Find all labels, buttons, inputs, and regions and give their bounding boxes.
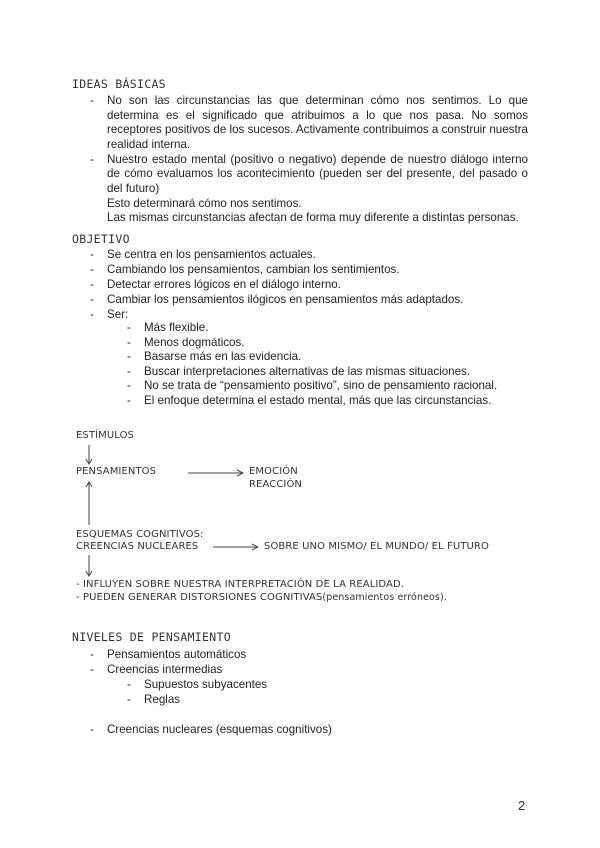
bullet-dash: - bbox=[90, 648, 94, 661]
list-item-continuation: Las mismas circunstancias afectan de forma muy diferente a distintas personas. bbox=[107, 211, 519, 225]
bullet-dash: - bbox=[90, 292, 94, 306]
bullet-dash: - bbox=[90, 248, 94, 261]
bullet-dash: - bbox=[127, 350, 131, 364]
sublist-item-text: Reglas bbox=[144, 692, 181, 706]
list-item-text: Pensamientos automáticos bbox=[107, 648, 247, 661]
bullet-dash: - bbox=[90, 277, 94, 291]
sublist-item-text: Menos dogmáticos. bbox=[144, 335, 245, 349]
sublist-item bbox=[127, 379, 528, 394]
diagram-label-emocion: EMOCIÓN bbox=[249, 466, 298, 477]
sublist-item bbox=[127, 678, 528, 693]
list-item-text: Ser: bbox=[107, 307, 129, 321]
bullet-dash: - bbox=[127, 678, 131, 691]
list-item bbox=[90, 152, 528, 226]
up-arrow-icon bbox=[84, 480, 94, 526]
list-item-continuation: Esto determinará cómo nos sentimos. bbox=[107, 196, 302, 210]
objetivo-list bbox=[90, 248, 528, 323]
diagram-label-reaccion: REACCIÓN bbox=[249, 479, 302, 490]
bullet-dash: - bbox=[90, 94, 94, 107]
bullet-dash: - bbox=[127, 364, 131, 378]
list-item-text: Creencias intermedias bbox=[107, 662, 223, 676]
bullet-dash: - bbox=[90, 152, 94, 166]
list-item bbox=[90, 94, 528, 152]
diagram-note-pueden-main: - PUEDEN GENERAR DISTORSIONES COGNITIVAS bbox=[76, 592, 323, 603]
bullet-dash: - bbox=[90, 262, 94, 276]
diagram-note-pueden-paren: (pensamientos erróneos). bbox=[322, 592, 447, 603]
bullet-dash: - bbox=[127, 321, 131, 334]
list-item-text: Detectar errores lógicos en el diálogo interno. bbox=[107, 277, 341, 291]
bullet-dash: - bbox=[90, 662, 94, 676]
list-item-text: No son las circunstancias las que determinan cómo nos sentimos. Lo que determina es el significado que atribuimos a lo que nos pasa. No somos receptores positivos de los sucesos. Activamente contribuimos a construir nuestra realidad interna. bbox=[107, 94, 528, 151]
ideas-basicas-list bbox=[90, 94, 528, 226]
sublist-item-text: El enfoque determina el estado mental, más que las circunstancias. bbox=[144, 393, 492, 407]
section-title-ideas-basicas: IDEAS BÁSICAS bbox=[72, 77, 166, 91]
niveles-list bbox=[90, 648, 528, 678]
list-item bbox=[90, 648, 528, 663]
diagram-label-esquemas: ESQUEMAS COGNITIVOS: bbox=[76, 529, 204, 540]
list-item-text: Creencias nucleares (esquemas cognitivos) bbox=[107, 723, 332, 736]
list-item bbox=[90, 662, 528, 678]
list-item bbox=[90, 262, 528, 278]
bullet-dash: - bbox=[127, 393, 131, 407]
bullet-dash: - bbox=[90, 723, 94, 736]
sublist-item-text: Supuestos subyacentes bbox=[144, 678, 268, 691]
sublist-item bbox=[127, 335, 528, 351]
niveles-list-last bbox=[90, 723, 528, 738]
diagram-label-pensamientos: PENSAMIENTOS bbox=[76, 466, 157, 477]
section-title-objetivo: OBJETIVO bbox=[72, 232, 130, 246]
diagram-label-creencias: CREENCIAS NUCLEARES bbox=[76, 541, 199, 552]
sublist-item-text: No se trata de “pensamiento positivo”, sino de pensamiento racional. bbox=[144, 379, 498, 393]
list-item bbox=[90, 248, 528, 263]
list-item bbox=[90, 723, 528, 738]
sublist-item bbox=[127, 364, 528, 380]
right-arrow-icon bbox=[188, 467, 244, 479]
down-arrow-icon bbox=[84, 554, 94, 578]
diagram-label-estimulos: ESTÍMULOS bbox=[76, 430, 135, 441]
sublist-item bbox=[127, 350, 528, 365]
section-title-niveles: NIVELES DE PENSAMIENTO bbox=[72, 630, 231, 644]
niveles-sublist bbox=[127, 678, 528, 707]
right-arrow-icon bbox=[213, 541, 259, 553]
list-item-text: Nuestro estado mental (positivo o negativo) depende de nuestro diálogo interno de cómo evaluamos los acontecimiento (pueden ser del presente, del pasado o del futuro) bbox=[107, 152, 528, 195]
bullet-dash: - bbox=[127, 692, 131, 706]
bullet-dash: - bbox=[90, 307, 94, 321]
list-item bbox=[90, 292, 528, 308]
list-item-text: Cambiando los pensamientos, cambian los sentimientos. bbox=[107, 262, 400, 276]
list-item bbox=[90, 277, 528, 293]
page-number: 2 bbox=[518, 798, 526, 813]
sublist-item-text: Más flexible. bbox=[144, 321, 209, 334]
diagram-label-sobre: SOBRE UNO MISMO/ EL MUNDO/ EL FUTURO bbox=[264, 541, 489, 552]
list-item-text: Cambiar los pensamientos ilógicos en pensamientos más adaptados. bbox=[107, 292, 464, 306]
sublist-item bbox=[127, 321, 528, 336]
objetivo-sublist bbox=[127, 321, 528, 409]
bullet-dash: - bbox=[127, 379, 131, 393]
diagram-note-pueden bbox=[76, 592, 447, 604]
sublist-item bbox=[127, 393, 528, 409]
sublist-item-text: Basarse más en las evidencia. bbox=[144, 350, 302, 364]
diagram-note-influyen: - INFLUYEN SOBRE NUESTRA INTERPRETACIÓN DE LA REALIDAD. bbox=[76, 579, 405, 590]
sublist-item bbox=[127, 692, 528, 708]
bullet-dash: - bbox=[127, 335, 131, 349]
sublist-item-text: Buscar interpretaciones alternativas de las mismas situaciones. bbox=[144, 364, 471, 378]
list-item-text: Se centra en los pensamientos actuales. bbox=[107, 248, 316, 261]
down-arrow-icon bbox=[84, 444, 94, 466]
